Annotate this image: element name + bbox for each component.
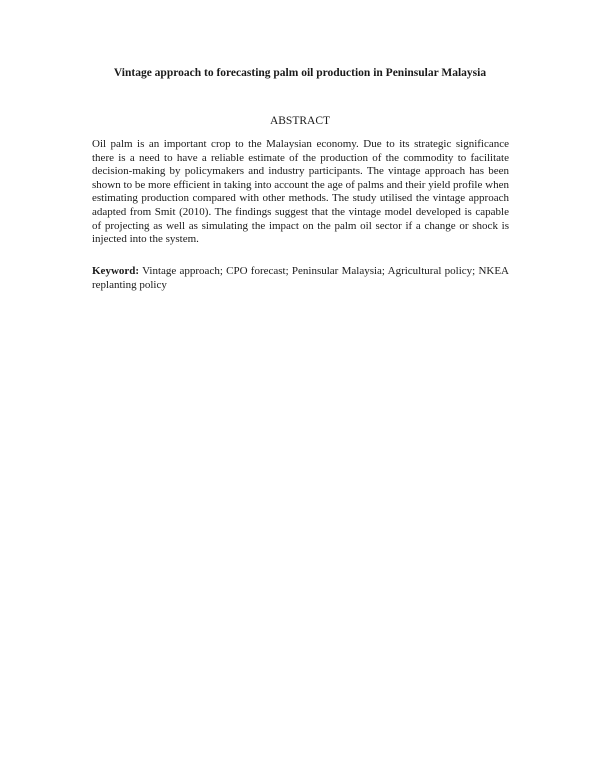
keywords-list: Vintage approach; CPO forecast; Peninsular Malaysia; Agricultural policy; NKEA replanting policy <box>92 265 509 291</box>
keywords-paragraph <box>92 265 509 292</box>
paper-title: Vintage approach to forecasting palm oil production in Peninsular Malaysia <box>113 67 487 79</box>
abstract-heading: ABSTRACT <box>269 115 331 127</box>
abstract-body: Oil palm is an important crop to the Malaysian economy. Due to its strategic significance there is a need to have a reliable estimate of the production of the commodity to facilitate decision-making by policymakers and industry participants. The vintage approach has been shown to be more efficient in taking into account the age of palms and their yield profile when estimating production compared with other methods. The study utilised the vintage approach adapted from Smit (2010). The findings suggest that the vintage model developed is capable of projecting as well as simulating the impact on the palm oil sector if a change or shock is injected into the system. <box>92 138 509 246</box>
keywords-label: Keyword: <box>92 265 140 277</box>
